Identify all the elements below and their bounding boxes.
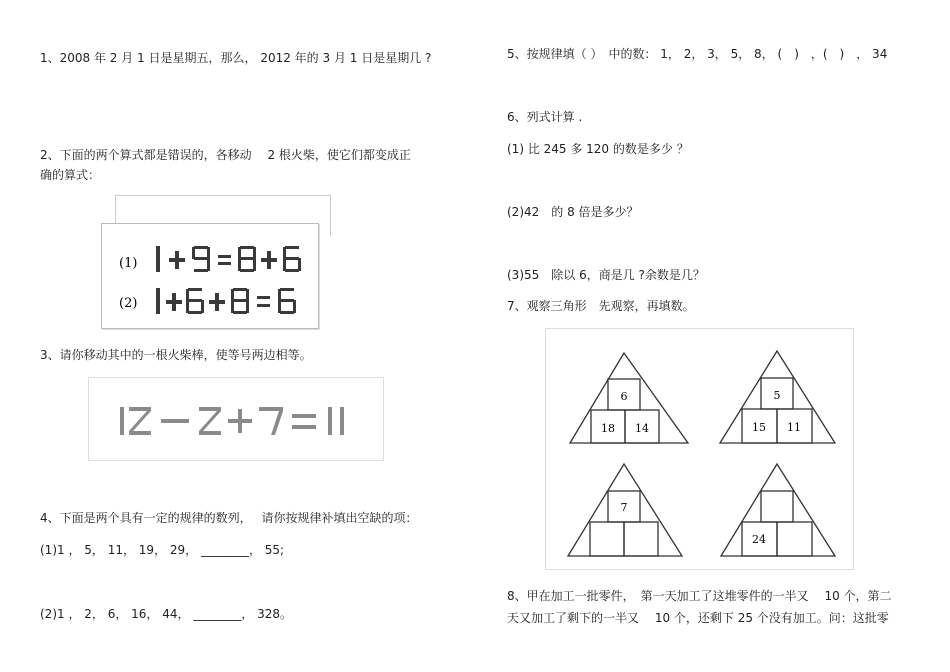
matchstick-equation-figure — [88, 377, 384, 461]
question-6-part-3: (3)55 除以 6，商是几 ?余数是几？ — [507, 268, 705, 282]
triangle-1 — [570, 353, 688, 443]
question-8-line-1: 8、甲在加工一批零件， 第一天加工了这堆零件的一半又 10 个，第二 — [507, 589, 892, 603]
matchstick-equations-figure — [101, 223, 319, 329]
matchstick-equations-drawing — [102, 224, 318, 328]
equation-1-label: (1) — [119, 256, 138, 271]
triangle-1-top: 6 — [620, 390, 628, 403]
question-2-line-2: 确的算式： — [40, 168, 101, 182]
question-5: 5、按规律填（ ） 中的数： 1， 2， 3， 5， 8， ( ) ，( ) ， 34 — [507, 47, 888, 61]
question-4-sequence-1: (1)1 ， 5， 11， 19， 29， ________， 55; — [40, 543, 285, 557]
triangle-2-top: 5 — [773, 389, 781, 402]
triangle-4 — [721, 464, 835, 556]
question-1: 1、2008 年 2 月 1 日是星期五，那么， 2012 年的 3 月 1 日是星期几 ? — [40, 51, 432, 65]
question-6: 6、列式计算 . — [507, 110, 583, 124]
triangle-1-right: 14 — [635, 422, 649, 435]
triangles-drawing — [546, 329, 853, 569]
question-8-line-2: 天又加工了剩下的一半又 10 个，还剩下 25 个没有加工。问：这批零 — [507, 611, 889, 625]
triangle-1-left: 18 — [601, 422, 615, 435]
matchstick-equation-drawing — [89, 378, 383, 460]
question-6-part-1: (1) 比 245 多 120 的数是多少 ？ — [507, 142, 689, 156]
triangle-2-left: 15 — [752, 421, 766, 434]
triangle-2-right: 11 — [787, 421, 801, 434]
question-3: 3、请你移动其中的一根火柴棒，使等号两边相等。 — [40, 348, 312, 362]
triangle-4-left: 24 — [752, 533, 766, 546]
triangle-3-top: 7 — [620, 501, 628, 514]
question-7: 7、观察三角形 先观察，再填数。 — [507, 299, 695, 313]
triangles-figure — [545, 328, 854, 570]
question-6-part-2: (2)42 的 8 倍是多少？ — [507, 205, 639, 219]
question-2-line-1: 2、下面的两个算式都是错误的，各移动 2 根火柴，使它们都变成正 — [40, 148, 411, 162]
question-4-sequence-2: (2)1 ， 2， 6， 16， 44， ________， 328。 — [40, 607, 293, 621]
equation-2-label: (2) — [119, 296, 138, 311]
question-4: 4、下面是两个具有一定的规律的数列， 请你按规律补填出空缺的项： — [40, 511, 418, 525]
